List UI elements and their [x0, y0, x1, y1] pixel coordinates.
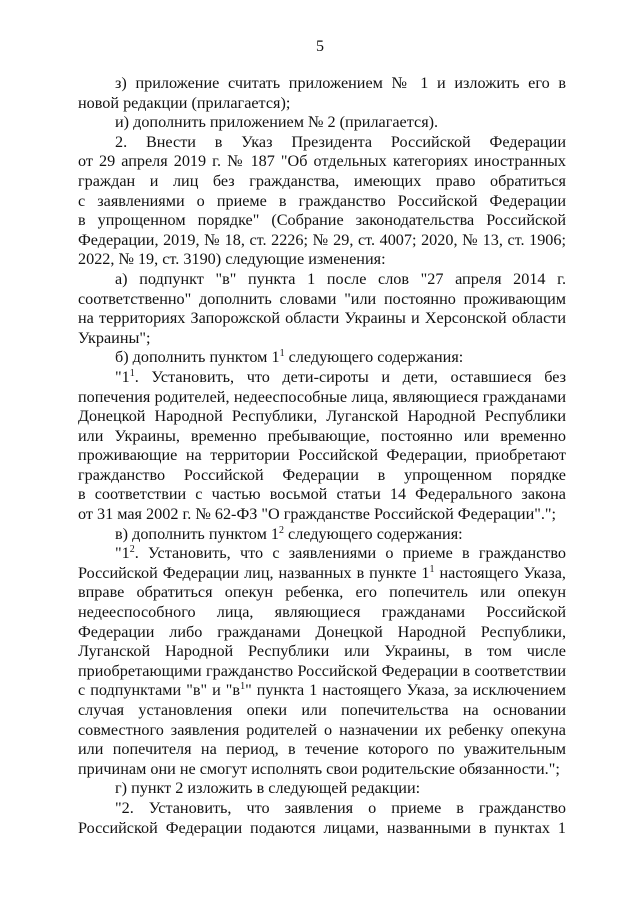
text-line: вправе обратиться опекун ребенка, его попечитель или опекун	[78, 583, 566, 602]
document-body	[78, 74, 566, 838]
text-line: граждан и лиц без гражданства, имеющих право обратиться	[78, 171, 566, 190]
text-line: и) дополнить приложением № 2 (прилагается).	[115, 113, 439, 132]
text-line: 2. Внести в Указ Президента Российской Федерации	[115, 132, 566, 151]
text-line: а) подпункт "в" пункта 1 после слов "27 апреля 2014 г.	[115, 269, 566, 288]
text-line: в упрощенном порядке" (Собрание законодательства Российской	[78, 211, 566, 230]
text-line: проживающие на территории Российской Федерации, приобретают	[78, 446, 566, 465]
text-line: в соответствии с частью восьмой статьи 14 Федерального закона	[78, 485, 566, 504]
text-line: совместного заявления родителей о назначении их ребенку опекуна	[78, 720, 566, 739]
text-line: 2022, № 19, ст. 3190) следующие изменения:	[78, 250, 386, 269]
text-line: недееспособного лица, являющиеся гражданами Российской	[78, 603, 566, 622]
text-line: случая установления опеки или попечительства на основании	[78, 701, 566, 719]
text-line: новой редакции (прилагается);	[78, 93, 291, 112]
text-line: Российской Федерации подаются лицами, названными в пунктах 1	[78, 818, 566, 837]
text-line: Федерации либо гражданами Донецкой Народной Республики,	[78, 622, 566, 641]
text-line: Донецкой Народной Республики, Луганской Народной Республики	[78, 407, 566, 426]
text-line: "$1^2$. Установить, что с заявлениями о приеме в гражданство	[115, 544, 566, 563]
superscript-mark: 1	[429, 563, 435, 575]
text-line: или попечителя на период, в течение которого по уважительным	[78, 740, 566, 759]
text-line: приобретающими гражданство Российской Федерации в соответствии	[78, 661, 566, 680]
text-line: от 29 апреля 2019 г. № 187 "Об отдельных категориях иностранных	[78, 152, 566, 171]
text-line: соответственно" дополнить словами "или постоянно проживающим	[78, 289, 566, 308]
text-line: "2. Установить, что заявления о приеме в гражданство	[115, 798, 566, 817]
text-line: попечения родителей, недееспособные лица, являющиеся гражданами	[78, 387, 566, 406]
page-number: 5	[316, 38, 324, 55]
superscript-mark: 1	[279, 348, 285, 360]
text-line: или Украины, временно пребывающие, постоянно или временно	[78, 426, 566, 445]
superscript-mark: 1	[240, 681, 246, 693]
text-line: г) пункт 2 изложить в следующей редакции:	[115, 779, 421, 798]
text-line: Луганской Народной Республики или Украины, в том числе	[78, 642, 566, 661]
text-line: Российской Федерации лиц, названных в пункте $1^1$ настоящего Указа,	[78, 563, 566, 582]
text-line: на территориях Запорожской области Украины и Херсонской области	[78, 309, 566, 328]
text-line: гражданство Российской Федерации в упрощенном порядке	[78, 465, 566, 484]
superscript-mark: 1	[129, 367, 135, 379]
superscript-mark: 2	[278, 524, 284, 536]
text-line: Федерации, 2019, № 18, ст. 2226; № 29, ст. 4007; 2020, № 13, ст. 1906;	[78, 230, 566, 249]
text-line: в) дополнить пунктом $1^2$ следующего содержания:	[115, 524, 463, 543]
text-line: б) дополнить пунктом $1^1$ следующего содержания:	[115, 348, 464, 367]
text-line: Украины";	[78, 328, 151, 347]
text-line: з) приложение считать приложением № 1 и изложить его в	[115, 74, 566, 92]
text-line: причинам они не смогут исполнять свои родительские обязанности.";	[78, 759, 560, 778]
text-line: "$1^1$. Установить, что дети-сироты и дети, оставшиеся без	[115, 367, 566, 386]
text-line: с заявлениями о приеме в гражданство Российской Федерации	[78, 191, 566, 210]
text-line: с подпунктами "в" и "$в^1$" пункта 1 настоящего Указа, за исключением	[78, 681, 566, 700]
text-line: от 31 мая 2002 г. № 62-ФЗ "О гражданстве Российской Федерации".";	[78, 505, 556, 524]
superscript-mark: 2	[129, 544, 135, 556]
